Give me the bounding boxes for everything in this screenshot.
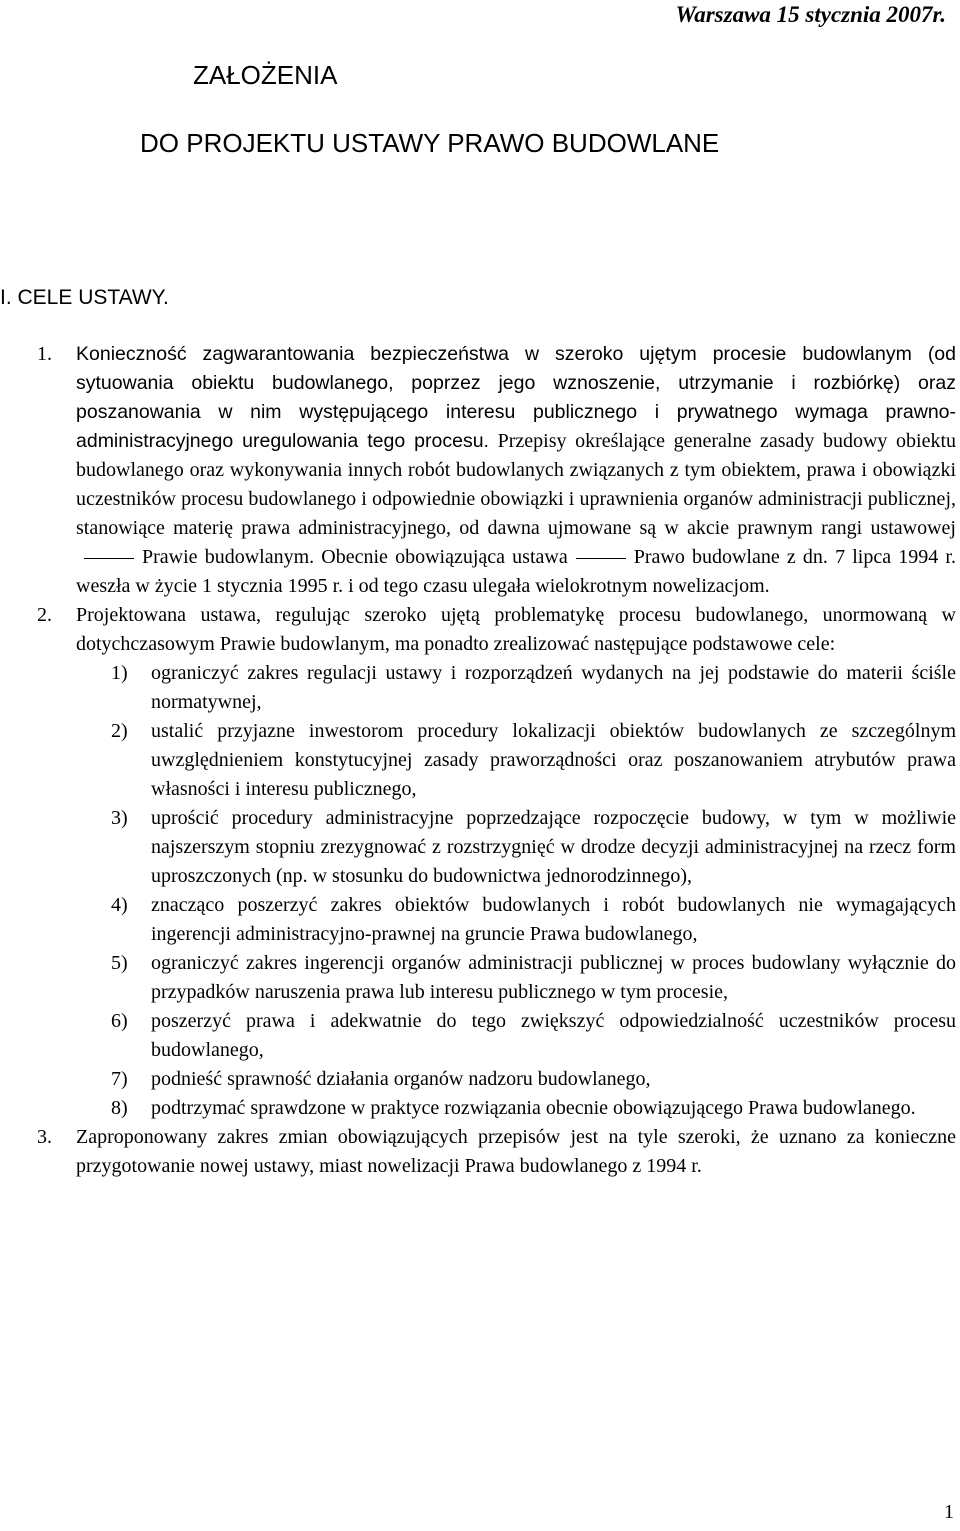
section-heading: I. CELE USTAWY. [0,286,169,309]
goal-text: ograniczyć zakres regulacji ustawy i rozporządzeń wydanych na jej podstawie do materii ściśle normatywnej, [151,662,956,713]
point-2 [0,601,956,659]
goal-item [0,1007,956,1065]
point-number: 1. [37,343,52,365]
goal-number: 2) [111,720,128,742]
goal-item [0,949,956,1007]
goal-text: podtrzymać sprawdzone w praktyce rozwiązania obecnie obowiązującego Prawa budowlanego. [151,1097,916,1119]
goal-text: poszerzyć prawa i adekwatnie do tego zwiększyć odpowiedzialność uczestników procesu budowlanego, [151,1010,956,1061]
goal-item [0,804,956,891]
goal-item [0,891,956,949]
em-dash [576,558,626,559]
goal-number: 3) [111,807,128,829]
point-number: 3. [37,1126,52,1148]
goal-number: 1) [111,662,128,684]
goal-item [0,717,956,804]
point-3 [0,1123,956,1181]
point-1-text-c: Prawo budowlane z dn. 7 lipca 1994 r. weszła w życie 1 stycznia 1995 r. i od tego czasu ulegała wielokrotnym nowelizacjom. [76,546,956,597]
point-1-text-b: Prawie budowlanym. Obecnie obowiązująca ustawa [142,546,568,568]
point-1 [0,340,956,601]
goal-number: 7) [111,1068,128,1090]
point-number: 2. [37,604,52,626]
point-1-intro: Konieczność zagwarantowania bezpieczeństwa w szeroko ujętym procesie budowlanym (od sytuowania obiektu budowlanego, poprzez jego wznoszenie, utrzymanie i rozbiórkę) oraz poszanowania w nim występującego interesu publicznego i prywatnego wymaga prawno-administracyjnego uregulowania tego procesu. [76,343,956,452]
goal-item [0,1094,956,1123]
goal-item [0,1065,956,1094]
goal-text: uprościć procedury administracyjne poprzedzające rozpoczęcie budowy, w tym w możliwie najszerszym stopniu zrezygnować z rozstrzygnięć w drodze decyzji administracyjnej na rzecz form uproszczonych (np. w stosunku do budownictwa jednorodzinnego), [151,807,956,887]
goal-number: 4) [111,894,128,916]
document-date: Warszawa 15 stycznia 2007r. [675,2,946,27]
goal-item [0,659,956,717]
goal-text: ograniczyć zakres ingerencji organów administracji publicznej w proces budowlany wyłącznie do przypadków naruszenia prawa lub interesu publicznego w tym procesie, [151,952,956,1003]
goal-number: 6) [111,1010,128,1032]
document-body [0,340,956,1181]
goal-number: 5) [111,952,128,974]
em-dash [84,558,134,559]
point-2-text: Projektowana ustawa, regulując szeroko ujętą problematykę procesu budowlanego, unormowaną w dotychczasowym Prawie budowlanym, ma ponadto zrealizować następujące podstawowe cele: [76,604,956,655]
point-1-text-a: Przepisy określające generalne zasady budowy obiektu budowlanego oraz wykonywania innych robót budowlanych związanych z tym obiektem, prawa i obowiązki uczestników procesu budowlanego i odpowiednie obowiązki i uprawnienia organów administracji publicznej, stanowiące materię prawa administracyjnego, od dawna ujmowane są w akcie prawnym rangi ustawowej [76,430,957,539]
page-number: 1 [944,1501,954,1523]
document-subtitle: DO PROJEKTU USTAWY PRAWO BUDOWLANE [140,128,720,158]
goal-text: znacząco poszerzyć zakres obiektów budowlanych i robót budowlanych nie wymagających ingerencji administracyjno-prawnej na gruncie Prawa budowlanego, [151,894,956,945]
goal-number: 8) [111,1097,128,1119]
goal-text: ustalić przyjazne inwestorom procedury lokalizacji obiektów budowlanych ze szczególnym uwzględnieniem konstytucyjnej zasady praworządności oraz poszanowaniem atrybutów prawa własności i interesu publicznego, [151,720,956,800]
point-3-text: Zaproponowany zakres zmian obowiązujących przepisów jest na tyle szeroki, że uznano za konieczne przygotowanie nowej ustawy, miast nowelizacji Prawa budowlanego z 1994 r. [76,1126,956,1177]
document-title: ZAŁOŻENIA [193,60,338,90]
goal-text: podnieść sprawność działania organów nadzoru budowlanego, [151,1068,651,1090]
